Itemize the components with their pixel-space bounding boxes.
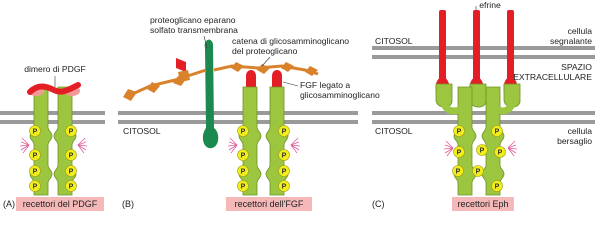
panel-c-membrane-upper-2: [372, 55, 595, 59]
svg-text:P: P: [240, 168, 246, 176]
svg-text:P: P: [455, 168, 461, 176]
target-cell-label-2: bersaglio: [557, 136, 592, 146]
fgf-label-1: FGF legato a: [300, 80, 351, 90]
panel-a-receptor-left: [30, 87, 52, 195]
svg-text:P: P: [475, 168, 481, 176]
phosphate-group: [238, 150, 249, 161]
gag-chain-label-2: del proteoglicano: [232, 46, 298, 56]
panel-a-membrane-bottom: [0, 120, 105, 124]
phosphate-group: [492, 126, 503, 137]
panel-c-caption: recettori Eph: [457, 199, 509, 209]
phosphate-group: [279, 150, 290, 161]
pdgf-dimer: [28, 85, 80, 96]
svg-text:P: P: [497, 149, 503, 157]
svg-text:P: P: [68, 183, 74, 191]
panel-b-receptor-left: [239, 87, 261, 195]
panel-c: [372, 0, 595, 211]
signaling-cell-label-2: segnalante: [549, 36, 592, 46]
panel-a: [0, 64, 105, 211]
panel-a-caption: recettori del PDGF: [22, 199, 98, 209]
eph-receptors: [436, 80, 520, 108]
panel-c-cytosol-top-label: CITOSOL: [375, 36, 413, 46]
svg-text:P: P: [494, 128, 500, 136]
phosphate-group: [66, 166, 77, 177]
svg-text:P: P: [68, 128, 74, 136]
phosphate-group: [454, 126, 465, 137]
svg-text:P: P: [456, 149, 462, 157]
phosphate-group: [66, 150, 77, 161]
panel-a-membrane-top: [0, 111, 105, 115]
panel-b-letter: (B): [122, 199, 134, 209]
panel-c-letter: (C): [372, 199, 385, 209]
svg-text:P: P: [281, 152, 287, 160]
svg-text:P: P: [456, 128, 462, 136]
phosphate-group: [238, 126, 249, 137]
panel-b-membrane-top: [118, 111, 358, 115]
phosphate-group: [473, 166, 484, 177]
panel-b-activation-marks: [228, 138, 300, 153]
phosphate-group: [492, 181, 503, 192]
phosphate-group: [30, 166, 41, 177]
target-cell-label-1: cellula: [567, 126, 592, 136]
svg-text:P: P: [240, 183, 246, 191]
panel-b-phosphates: [238, 126, 290, 192]
phosphate-group: [66, 181, 77, 192]
phosphate-group: [238, 166, 249, 177]
panel-c-cytosol-bottom-label: CITOSOL: [375, 126, 413, 136]
panel-b-membrane-bottom: [118, 120, 358, 124]
extracellular-label-2: EXTRACELLULARE: [513, 72, 592, 82]
svg-text:P: P: [479, 147, 485, 155]
panel-b-caption: recettori dell'FGF: [234, 199, 304, 209]
phosphate-group: [279, 126, 290, 137]
svg-text:P: P: [68, 168, 74, 176]
phosphate-group: [495, 147, 506, 158]
panel-a-letter: (A): [3, 199, 15, 209]
phosphate-group: [279, 166, 290, 177]
gag-chain-label-1: catena di glicosamminoglicano: [232, 36, 350, 46]
svg-text:P: P: [32, 128, 38, 136]
phosphate-group: [477, 145, 488, 156]
svg-text:P: P: [68, 152, 74, 160]
signaling-cell-label-1: cellula: [567, 26, 592, 36]
phosphate-group: [454, 147, 465, 158]
panel-a-phosphates: [30, 126, 77, 192]
fgf-label-2: glicosamminoglicano: [300, 90, 380, 100]
panel-b-receptor-right: [266, 87, 288, 195]
svg-text:P: P: [32, 152, 38, 160]
svg-text:P: P: [281, 128, 287, 136]
panel-c-membrane-lower-1: [372, 111, 595, 115]
extracellular-label-1: SPAZIO: [561, 62, 592, 72]
panel-c-membrane-lower-2: [372, 120, 595, 124]
svg-text:P: P: [240, 128, 246, 136]
phosphate-group: [453, 166, 464, 177]
panel-c-membrane-upper-1: [372, 46, 595, 50]
pdgf-dimer-label: dimero di PDGF: [24, 64, 86, 74]
panel-b: [118, 15, 380, 211]
svg-text:P: P: [240, 152, 246, 160]
panel-b-cytosol-label: CITOSOL: [123, 126, 161, 136]
glycosaminoglycan-chains: [123, 62, 318, 101]
svg-text:P: P: [281, 183, 287, 191]
phosphate-group: [30, 181, 41, 192]
panel-a-receptor-right: [54, 87, 76, 195]
phosphate-group: [238, 181, 249, 192]
svg-text:P: P: [32, 183, 38, 191]
svg-text:P: P: [32, 168, 38, 176]
phosphate-group: [30, 150, 41, 161]
proteoglycan-core-label-2: solfato transmembrana: [150, 25, 238, 35]
proteoglycan-core-label-1: proteoglicano eparano: [150, 15, 236, 25]
svg-text:P: P: [494, 183, 500, 191]
phosphate-group: [30, 126, 41, 137]
svg-text:P: P: [281, 168, 287, 176]
phosphate-group: [279, 181, 290, 192]
panel-a-activation-marks: [20, 138, 87, 153]
proteoglycan-core: [203, 40, 218, 149]
phosphate-group: [66, 126, 77, 137]
ephrins-label: efrine: [479, 0, 501, 10]
